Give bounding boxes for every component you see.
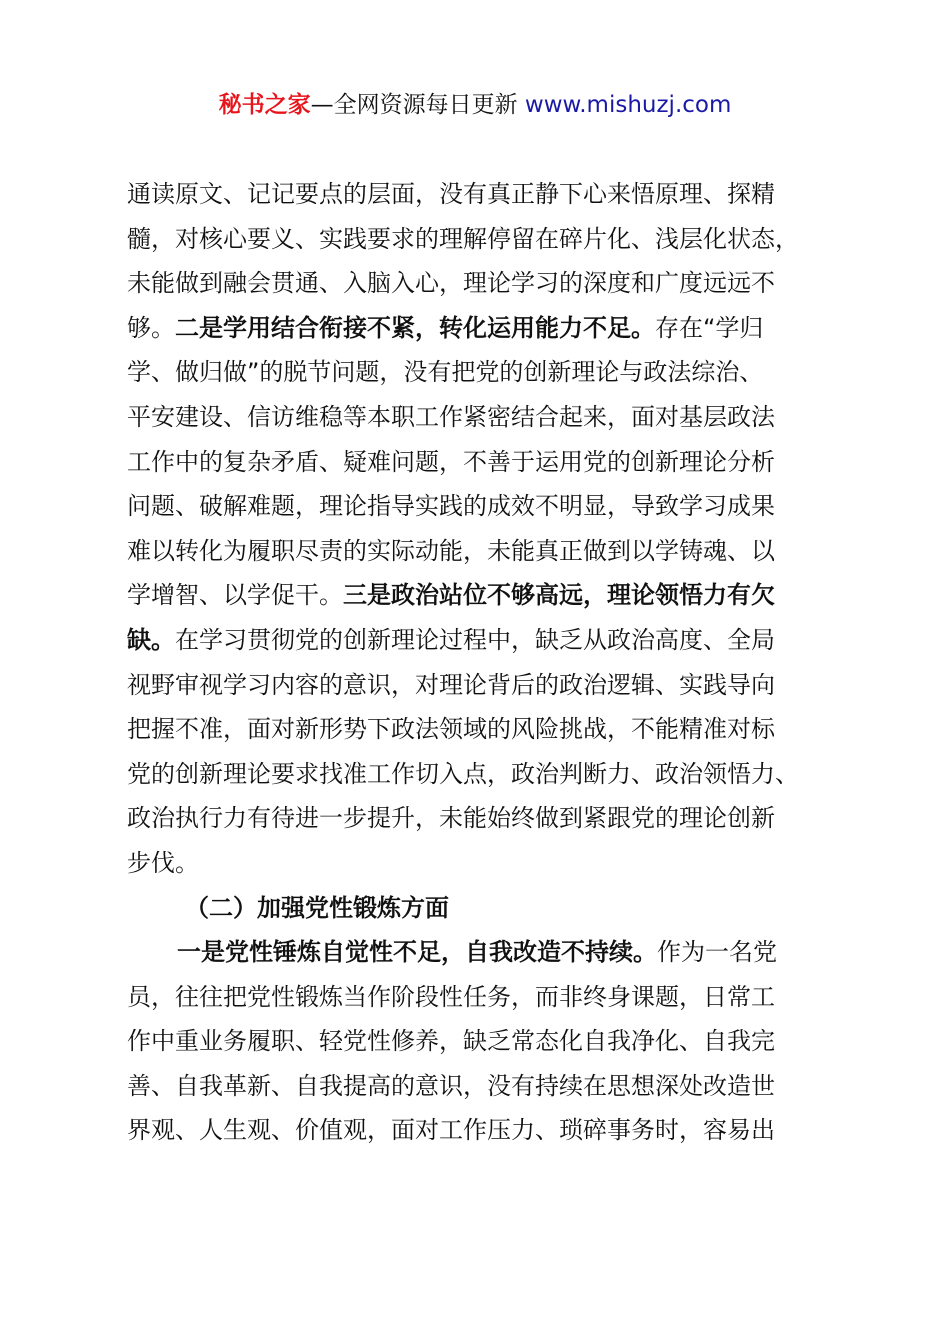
text-line [127, 529, 833, 574]
text-segment: 作中重业务履职、轻党性修养，缺乏常态化自我净化、自我完 [127, 1027, 775, 1056]
bold-lead-phrase: 二是学用结合衔接不紧，转化运用能力不足。 [175, 313, 655, 342]
text-segment: 工作中的复杂矛盾、疑难问题，不善于运用党的创新理论分析 [127, 447, 775, 476]
bold-lead-phrase: 一是党性锤炼自觉性不足，自我改造不持续。 [177, 938, 657, 967]
document-body [127, 172, 833, 1153]
text-segment: 界观、人生观、价值观，面对工作压力、琐碎事务时，容易出 [127, 1116, 775, 1145]
text-line [127, 1019, 833, 1064]
text-segment: 够。 [127, 313, 175, 342]
text-line [127, 440, 833, 485]
text-line [127, 707, 833, 752]
text-segment: 视野审视学习内容的意识，对理论背后的政治逻辑、实践导向 [127, 670, 775, 699]
text-line [127, 1064, 833, 1109]
text-line [127, 217, 833, 262]
text-segment: 存在“学归 [655, 313, 764, 342]
text-line [127, 975, 833, 1020]
text-line [127, 1108, 833, 1153]
text-line [127, 484, 833, 529]
brand-name: 秘书之家 [218, 92, 311, 118]
text-segment: 政治执行力有待进一步提升，未能始终做到紧跟党的理论创新 [127, 804, 775, 833]
text-line [127, 172, 833, 217]
text-segment: 步伐。 [127, 848, 199, 877]
text-segment: 在学习贯彻党的创新理论过程中，缺乏从政治高度、全局 [175, 625, 775, 654]
text-line [127, 841, 833, 886]
site-header [0, 88, 950, 122]
bold-lead-phrase: 三是政治站位不够高远，理论领悟力有欠 [343, 581, 775, 610]
text-line [127, 752, 833, 797]
text-line [127, 618, 833, 663]
text-line [127, 306, 833, 351]
text-segment: 未能做到融会贯通、入脑入心，理论学习的深度和广度远远不 [127, 269, 775, 298]
text-segment: 作为一名党 [657, 938, 777, 967]
site-url: www.mishuzj.com [524, 92, 732, 118]
text-line [127, 261, 833, 306]
text-line [127, 663, 833, 708]
text-segment: 员，往往把党性锻炼当作阶段性任务，而非终身课题，日常工 [127, 982, 775, 1011]
text-segment: 平安建设、信访维稳等本职工作紧密结合起来，面对基层政法 [127, 402, 775, 431]
text-segment: 学、做归做”的脱节问题，没有把党的创新理论与政法综治、 [127, 358, 764, 387]
section-heading: （二）加强党性锻炼方面 [185, 893, 449, 922]
text-segment: 学增智、以学促干。 [127, 581, 343, 610]
text-line [127, 886, 833, 931]
text-line [127, 930, 833, 975]
bold-lead-phrase: 缺。 [127, 625, 175, 654]
text-segment: 问题、破解难题，理论指导实践的成效不明显，导致学习成果 [127, 492, 775, 521]
text-line [127, 395, 833, 440]
text-line [127, 573, 833, 618]
header-tagline: —全网资源每日更新 [310, 92, 525, 118]
text-line [127, 796, 833, 841]
text-segment: 髓，对核心要义、实践要求的理解停留在碎片化、浅层化状态， [127, 224, 799, 253]
text-segment: 党的创新理论要求找准工作切入点，政治判断力、政治领悟力、 [127, 759, 799, 788]
text-segment: 善、自我革新、自我提高的意识，没有持续在思想深处改造世 [127, 1071, 775, 1100]
text-line [127, 350, 833, 395]
text-segment: 难以转化为履职尽责的实际动能，未能真正做到以学铸魂、以 [127, 536, 775, 565]
text-segment: 通读原文、记记要点的层面，没有真正静下心来悟原理、探精 [127, 180, 775, 208]
text-segment: 把握不准，面对新形势下政法领域的风险挑战，不能精准对标 [127, 715, 775, 744]
